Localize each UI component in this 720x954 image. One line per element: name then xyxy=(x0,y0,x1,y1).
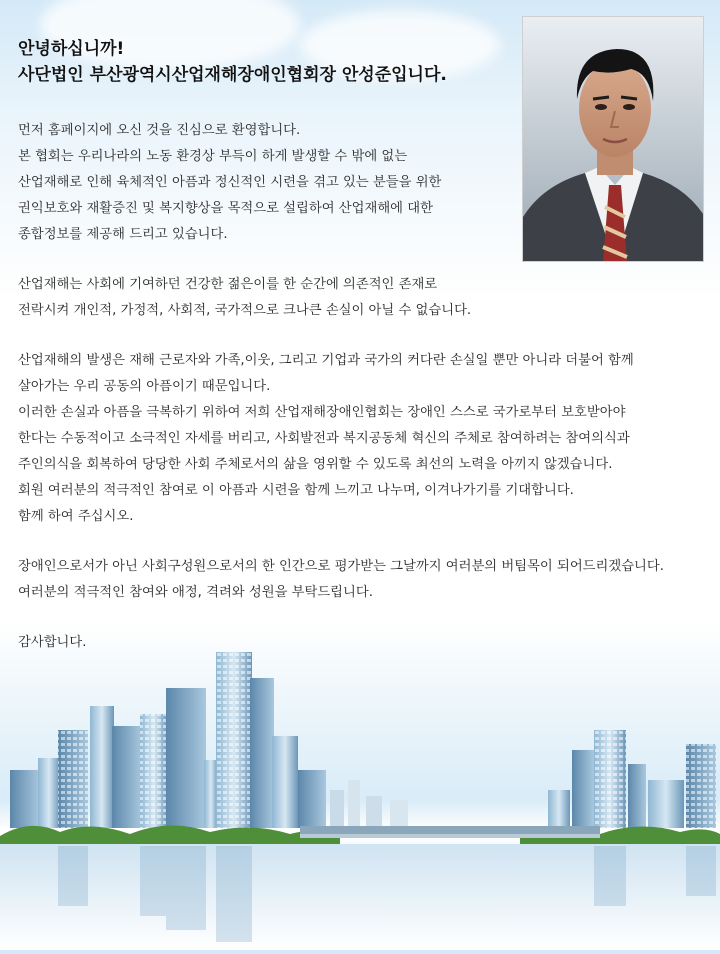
paragraph-support xyxy=(18,554,718,606)
text-line: 먼저 홈페이지에 오신 것을 진심으로 환영합니다. xyxy=(18,123,301,138)
greeting-heading xyxy=(18,36,508,88)
city-skyline-icon xyxy=(0,640,720,950)
text-line: 함께 하여 주십시오. xyxy=(18,509,134,524)
greeting-line-1: 안녕하십니까! xyxy=(18,39,125,59)
text-line: 감사합니다. xyxy=(18,635,87,650)
paragraph-industrial-accident xyxy=(18,272,718,324)
text-line: 주인의식을 회복하여 당당한 사회 주체로서의 삶을 영위할 수 있도록 최선의 노력을 아끼지 않겠습니다. xyxy=(18,457,613,472)
text-line: 산업재해의 발생은 재해 근로자와 가족,이웃, 그리고 기업과 국가의 커다란 손실일 뿐만 아니라 더불어 함께 xyxy=(18,353,634,368)
text-line: 한다는 수동적이고 소극적인 자세를 버리고, 사회발전과 복지공동체 혁신의 주체로 참여하려는 참여의식과 xyxy=(18,431,630,446)
text-line: 전락시켜 개인적, 가정적, 사회적, 국가적으로 크나큰 손실이 아닐 수 없습니다. xyxy=(18,303,472,318)
text-line: 본 협회는 우리나라의 노동 환경상 부득이 하게 발생할 수 밖에 없는 xyxy=(18,149,408,164)
city-skyline xyxy=(0,640,720,950)
text-line: 산업재해로 인해 육체적인 아픔과 정신적인 시련을 겪고 있는 분들을 위한 xyxy=(18,175,442,190)
text-line: 회원 여러분의 적극적인 참여로 이 아픔과 시련을 함께 느끼고 나누며, 이겨나가기를 기대합니다. xyxy=(18,483,574,498)
text-line: 이러한 손실과 아픔을 극복하기 위하여 저희 산업재해장애인협회는 장애인 스스로 국가로부터 보호받아야 xyxy=(18,405,626,420)
paragraph-commitment xyxy=(18,348,718,530)
paragraph-welcome xyxy=(18,118,718,248)
text-line: 장애인으로서가 아닌 사회구성원으로서의 한 인간으로 평가받는 그날까지 여러분의 버팀목이 되어드리겠습니다. xyxy=(18,559,664,574)
text-line: 여러분의 적극적인 참여와 애정, 격려와 성원을 부탁드립니다. xyxy=(18,585,373,600)
text-line: 권익보호와 재활증진 및 복지향상을 목적으로 설립하여 산업재해에 대한 xyxy=(18,201,433,216)
greeting-line-2: 사단법인 부산광역시산업재해장애인협회장 안성준입니다. xyxy=(18,65,447,85)
text-line: 산업재해는 사회에 기여하던 건강한 젊은이를 한 순간에 의존적인 존재로 xyxy=(18,277,438,292)
text-line: 살아가는 우리 공동의 아픔이기 때문입니다. xyxy=(18,379,271,394)
text-line: 종합정보를 제공해 드리고 있습니다. xyxy=(18,227,228,242)
message-body xyxy=(18,118,718,680)
